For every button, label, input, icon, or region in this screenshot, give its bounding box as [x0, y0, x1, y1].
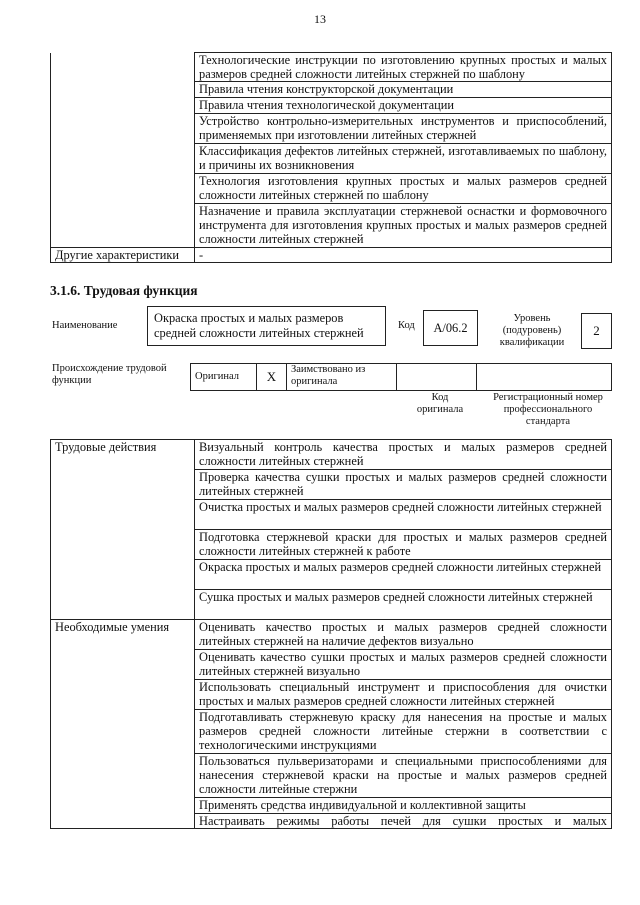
table-cell: Оценивать качество простых и малых размеров средней сложности литейных стержней на наличие дефектов визуально: [195, 620, 612, 650]
table-cell: Оценивать качество сушки простых и малых размеров средней сложности литейных стержней визуально: [195, 650, 612, 680]
table-cell: Сушка простых и малых размеров средней сложности литейных стержней: [195, 590, 612, 620]
table-cell: Устройство контрольно-измерительных инструментов и приспособлений, применяемых при изготовлении литейных стержней: [195, 114, 612, 144]
table-cell: Технология изготовления крупных простых и малых размеров средней сложности литейных стержней по шаблону: [195, 174, 612, 204]
table-cell: Подготовка стержневой краски для простых и малых размеров средней сложности литейных стержней к работе: [195, 530, 612, 560]
function-table: [50, 439, 612, 829]
level-box: [581, 313, 612, 349]
table-cell: Использовать специальный инструмент и приспособления для очистки простых и малых размеров средней сложности литейных стержней: [195, 680, 612, 710]
page-number: 13: [314, 12, 326, 26]
reg-number-cell: [477, 364, 612, 391]
borrowed-label: Заимствовано из оригинала: [287, 364, 397, 391]
table-row: [51, 440, 612, 470]
table-row: [51, 248, 612, 263]
table-row: [191, 364, 612, 391]
table-cell: Применять средства индивидуальной и коллективной защиты: [195, 798, 612, 814]
section-title: 3.1.6. Трудовая функция: [50, 283, 198, 298]
code-label: Код: [398, 320, 415, 331]
level-value: 2: [593, 323, 600, 338]
table-cell: Назначение и правила эксплуатации стержневой оснастки и формовочного инструмента для изготовления крупных простых и малых размеров средней сложности литейных стержней: [195, 204, 612, 248]
table-row: [51, 53, 612, 82]
code-caption: Код оригинала: [416, 392, 464, 415]
level-label: Уровень (подуровень) квалификации: [499, 313, 565, 348]
name-label: Наименование: [52, 320, 118, 331]
function-name: Окраска простых и малых размеров средней сложности литейных стержней: [154, 311, 364, 340]
table-cell: Проверка качества сушки простых и малых размеров средней сложности литейных стержней: [195, 470, 612, 500]
table-cell: Правила чтения конструкторской документации: [195, 82, 612, 98]
table-cell: Окраска простых и малых размеров средней сложности литейных стержней: [195, 560, 612, 590]
skills-label: Необходимые умения: [51, 620, 195, 829]
actions-label: Трудовые действия: [51, 440, 195, 620]
table-cell: Классификация дефектов литейных стержней, изготавливаемых по шаблону, и причины их возникновения: [195, 144, 612, 174]
original-mark: X: [257, 364, 287, 391]
table-row: [51, 620, 612, 650]
table-cell: Очистка простых и малых размеров средней сложности литейных стержней: [195, 500, 612, 530]
origin-label: Происхождение трудовой функции: [52, 363, 167, 386]
code-value: А/06.2: [433, 321, 468, 335]
table-cell: Настраивать режимы работы печей для сушки простых и малых: [195, 814, 612, 829]
table-cell: Визуальный контроль качества простых и малых размеров средней сложности литейных стержней: [195, 440, 612, 470]
original-code-cell: [397, 364, 477, 391]
table-cell: Правила чтения технологической документации: [195, 98, 612, 114]
reg-caption: Регистрационный номер профессионального стандарта: [493, 392, 603, 427]
original-label: Оригинал: [191, 364, 257, 391]
table-cell: Подготавливать стержневую краску для нанесения на простые и малых размеров средней сложности литейные стержни в соответствии с технологическими инструкциями: [195, 710, 612, 754]
other-characteristics-label: Другие характеристики: [51, 248, 195, 263]
table-cell: Пользоваться пульверизаторами и специальными приспособлениями для нанесения стержневой краски на простые и малых размеров средней сложности литейные стержни: [195, 754, 612, 798]
knowledge-table: [50, 52, 612, 263]
code-box: [423, 310, 478, 346]
origin-table: [190, 363, 612, 391]
other-characteristics-value: -: [195, 248, 612, 263]
function-name-box: [147, 306, 386, 346]
table-cell: Технологические инструкции по изготовлению крупных простых и малых размеров средней сложности литейных стержней по шаблону: [195, 53, 612, 82]
